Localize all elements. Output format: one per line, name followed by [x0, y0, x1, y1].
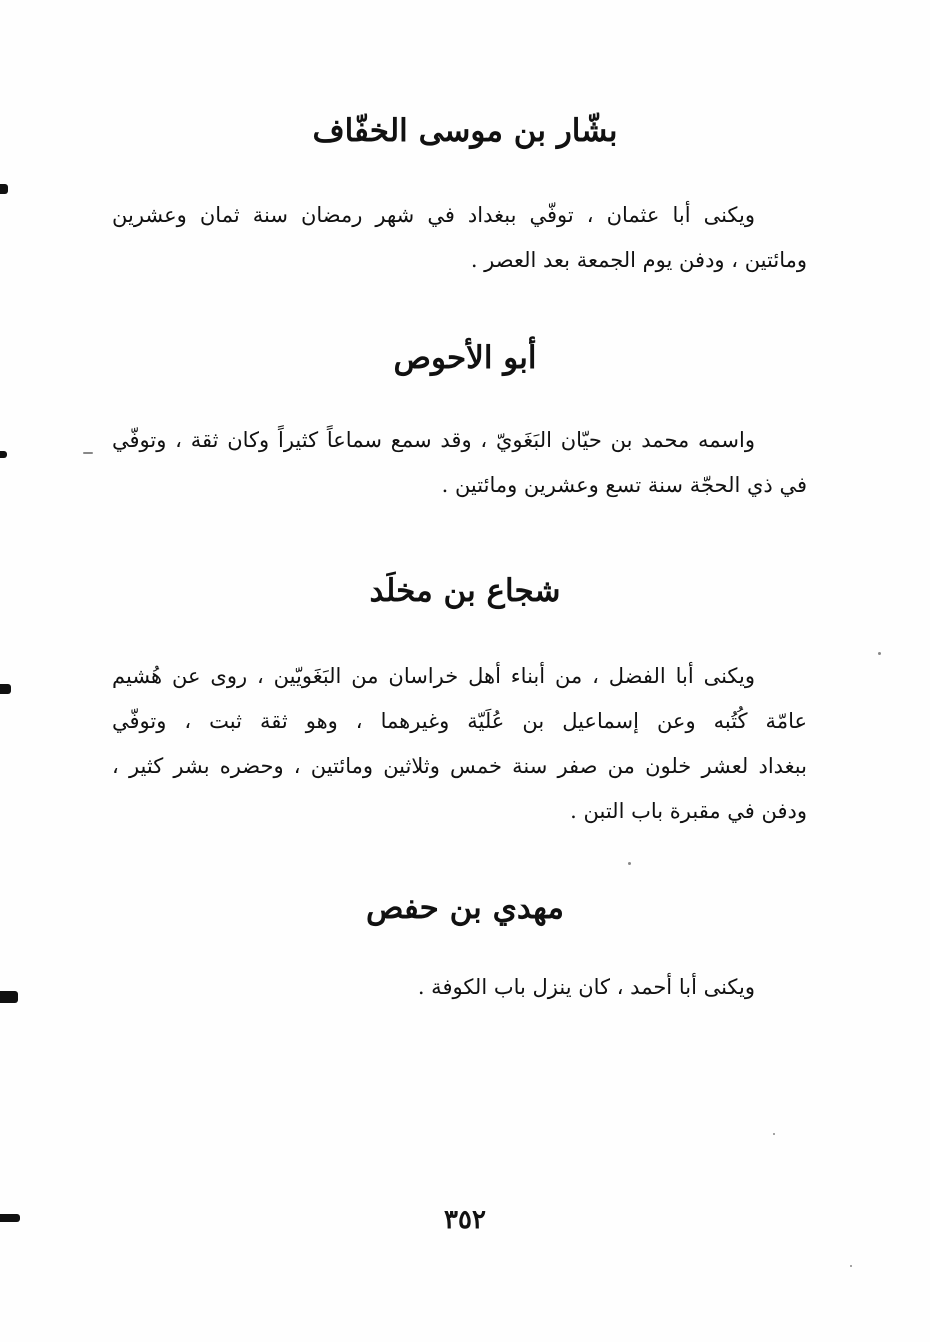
page-number: ٣٥٢ — [444, 1205, 486, 1235]
text-line: واسمه محمد بن حيّان البَغَويّ ، وقد سمع سماعاً كثيراً وكان ثقة ، وتوفّي — [112, 428, 755, 452]
scan-speck — [773, 1133, 775, 1135]
scan-speck — [628, 862, 631, 865]
text-line: ومائتين ، ودفن يوم الجمعة بعد العصر . — [470, 248, 807, 272]
scan-speck — [850, 1265, 852, 1267]
text-line: ودفن في مقبرة باب التبن . — [570, 799, 807, 823]
scan-edge-mark — [0, 184, 8, 194]
entry-title: بشّار بن موسى الخفّاف — [312, 113, 618, 149]
text-line: ببغداد لعشر خلون من صفر سنة خمس وثلاثين ومائتين ، وحضره بشر كثير ، — [112, 754, 807, 778]
entry-title: مهدي بن حفص — [365, 890, 565, 926]
scan-edge-mark — [0, 991, 18, 1003]
entry-text — [112, 193, 807, 283]
entry-title: أبو الأحوص — [393, 340, 537, 376]
entry-text — [112, 654, 807, 834]
scan-speck — [878, 652, 881, 655]
scan-edge-mark — [0, 451, 7, 458]
text-line: ويكنى أبا الفضل ، من أبناء أهل خراسان من البَغَويّين ، روى عن هُشيم — [112, 664, 755, 688]
entry-text — [112, 418, 807, 508]
scan-edge-mark — [0, 684, 11, 694]
text-line: ويكنى أبا أحمد ، كان ينزل باب الكوفة . — [417, 975, 755, 999]
entry-text — [112, 965, 807, 1010]
text-line: في ذي الحجّة سنة تسع وعشرين ومائتين . — [441, 473, 807, 497]
entry-title: شجاع بن مخلَد — [369, 573, 561, 609]
text-line: عامّة كُتُبه وعن إسماعيل بن عُلَيّة وغيرهما ، وهو ثقة ثبت ، وتوفّي — [112, 709, 807, 733]
text-line: ويكنى أبا عثمان ، توفّي ببغداد في شهر رمضان سنة ثمان وعشرين — [112, 203, 755, 227]
scan-edge-mark — [0, 1214, 20, 1222]
scan-speck — [83, 452, 93, 454]
